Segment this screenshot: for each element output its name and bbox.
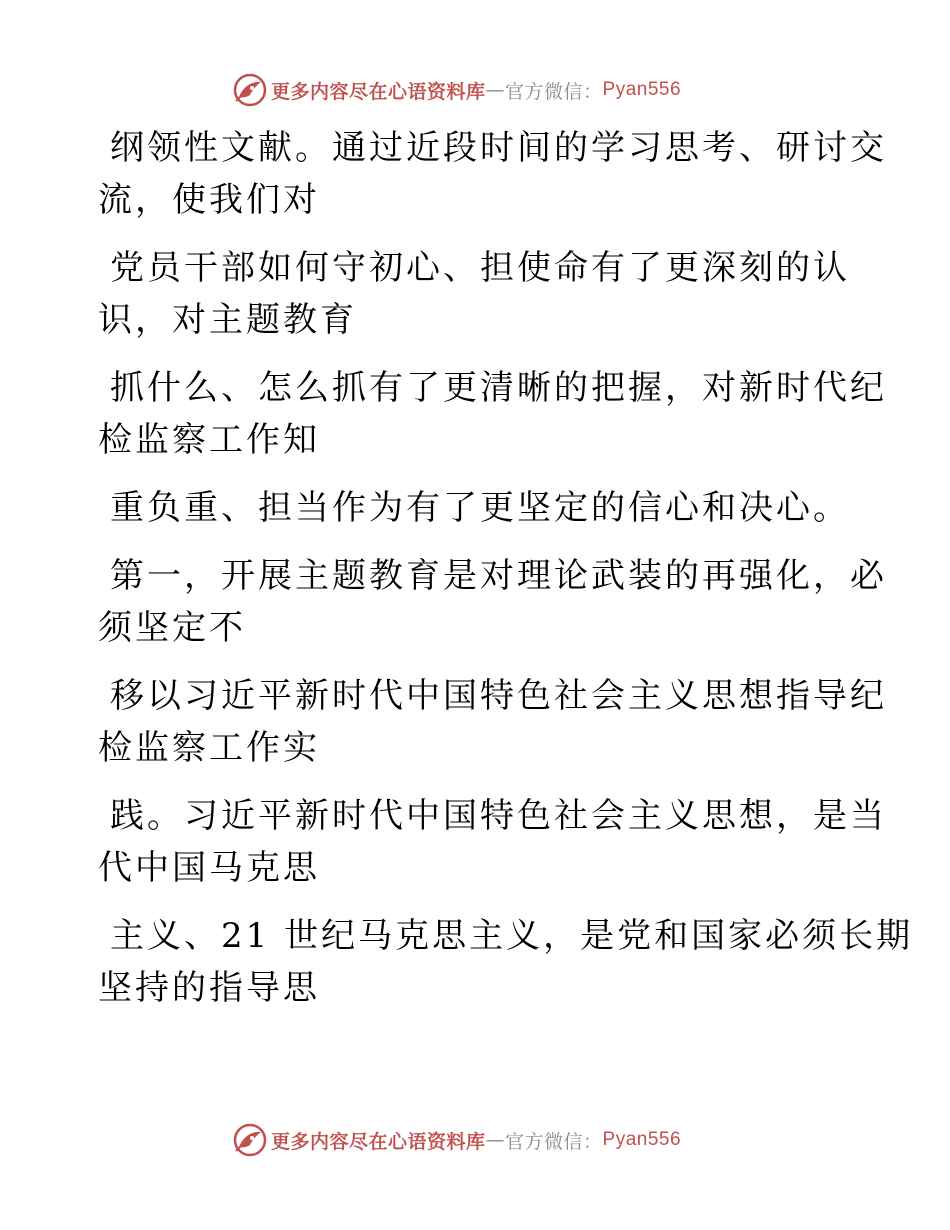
header-separator: — — [485, 79, 506, 101]
header-wechat-label: 官方微信： — [505, 80, 603, 103]
paragraph-line: 须坚定不 — [98, 608, 246, 648]
paragraph-line: 识，对主题教育 — [98, 300, 357, 340]
pen-nib-logo-icon — [233, 1123, 267, 1157]
paragraph — [98, 670, 887, 774]
paragraph-line: 重负重、担当作为有了更坚定的信心和决心。 — [110, 488, 850, 528]
paragraph-line: 检监察工作知 — [98, 420, 320, 460]
paragraph — [98, 122, 887, 226]
paragraph — [98, 910, 914, 1014]
paragraph-line: 流，使我们对 — [98, 180, 320, 220]
paragraph — [98, 790, 887, 894]
paragraph-line: 践。习近平新时代中国特色社会主义思想，是当 — [110, 796, 887, 836]
footer-wechat-label: 官方微信： — [505, 1130, 603, 1153]
paragraph-line: 检监察工作实 — [98, 728, 320, 768]
paragraph-line: 第一，开展主题教育是对理论武装的再强化，必 — [110, 556, 887, 596]
paragraph-line: 抓什么、怎么抓有了更清晰的把握，对新时代纪 — [110, 368, 887, 408]
paragraph-line: 坚持的指导思 — [98, 968, 320, 1008]
paragraph-line: 主义、21 世纪马克思主义，是党和国家必须长期 — [110, 916, 914, 956]
footer-separator: — — [485, 1129, 506, 1151]
paragraph — [98, 242, 858, 346]
footer-wechat-id: Pyan556 — [602, 1129, 682, 1150]
paragraph-line: 代中国马克思 — [98, 848, 320, 888]
header-banner — [233, 72, 681, 108]
header-title: 更多内容尽在心语资料库 — [271, 80, 486, 103]
paragraph — [98, 362, 887, 466]
header-wechat-id: Pyan556 — [602, 79, 682, 100]
document-body — [98, 122, 914, 1030]
paragraph — [98, 482, 858, 534]
footer-title: 更多内容尽在心语资料库 — [271, 1130, 486, 1153]
footer-banner — [233, 1122, 681, 1158]
paragraph-line: 纲领性文献。通过近段时间的学习思考、研讨交 — [110, 128, 887, 168]
paragraph — [98, 550, 887, 654]
pen-nib-logo-icon — [233, 73, 267, 107]
paragraph-line: 党员干部如何守初心、担使命有了更深刻的认 — [110, 248, 850, 288]
paragraph-line: 移以习近平新时代中国特色社会主义思想指导纪 — [110, 676, 887, 716]
